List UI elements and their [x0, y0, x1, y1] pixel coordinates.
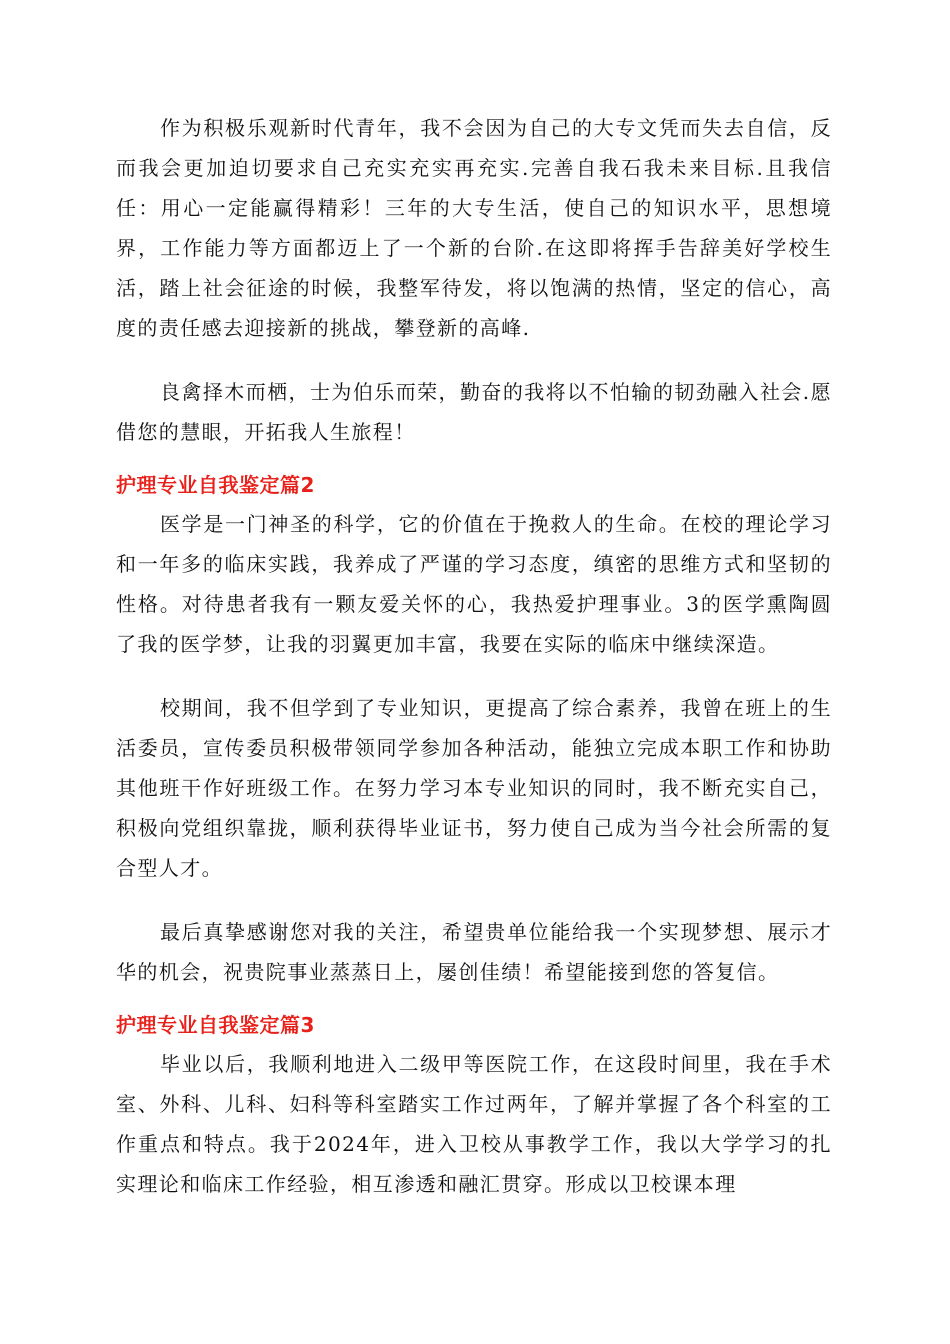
section-3-paragraph-1: 毕业以后，我顺利地进入二级甲等医院工作，在这段时间里，我在手术室、外科、儿科、妇科等科室踏实工作过两年，了解并掌握了各个科室的工作重点和特点。我于2024年，进入卫校从事教学工作，我以大学学习的扎实理论和临床工作经验，相互渗透和融汇贯穿。形成以卫校课本理 — [116, 1052, 832, 1196]
section-2 — [116, 466, 832, 992]
section-3-heading: 护理专业自我鉴定篇3 — [116, 1013, 315, 1037]
document-page — [116, 108, 832, 1228]
section-3 — [116, 1006, 832, 1204]
intro-paragraph-2: 良禽择木而栖，士为伯乐而荣，勤奋的我将以不怕输的韧劲融入社会.愿借您的慧眼，开拓我人生旅程！ — [116, 380, 832, 444]
section-2-paragraph-2: 校期间，我不但学到了专业知识，更提高了综合素养，我曾在班上的生活委员，宣传委员积极带领同学参加各种活动，能独立完成本职工作和协助其他班干作好班级工作。在努力学习本专业知识的同时，我不断充实自己，积极向党组织靠拢，顺利获得毕业证书，努力使自己成为当今社会所需的复合型人才。 — [116, 696, 832, 880]
section-2-heading: 护理专业自我鉴定篇2 — [116, 473, 315, 497]
section-2-paragraph-3: 最后真挚感谢您对我的关注，希望贵单位能给我一个实现梦想、展示才华的机会，祝贵院事业蒸蒸日上，屡创佳绩！希望能接到您的答复信。 — [116, 920, 832, 984]
section-2-paragraph-1: 医学是一门神圣的科学，它的价值在于挽救人的生命。在校的理论学习和一年多的临床实践，我养成了严谨的学习态度，缜密的思维方式和坚韧的性格。对待患者我有一颗友爱关怀的心，我热爱护理事业。3的医学熏陶圆了我的医学梦，让我的羽翼更加丰富，我要在实际的临床中继续深造。 — [116, 512, 832, 656]
intro-paragraph-1: 作为积极乐观新时代青年，我不会因为自己的大专文凭而失去自信，反而我会更加迫切要求自己充实充实再充实.完善自我石我未来目标.且我信任：用心一定能赢得精彩！三年的大专生活，使自己的知识水平，思想境界，工作能力等方面都迈上了一个新的台阶.在这即将挥手告辞美好学校生活，踏上社会征途的时候，我整军待发，将以饱满的热情，坚定的信心，高度的责任感去迎接新的挑战，攀登新的高峰. — [116, 116, 832, 340]
